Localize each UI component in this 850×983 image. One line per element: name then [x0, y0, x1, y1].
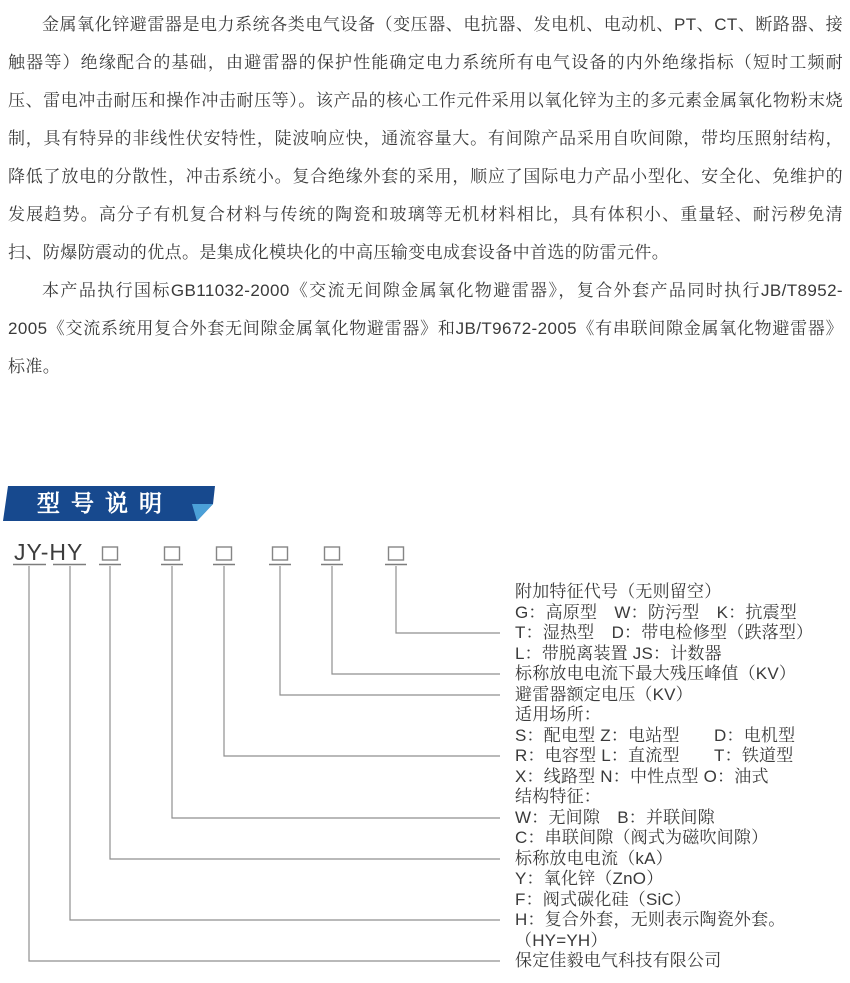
model-code-box-2	[165, 547, 180, 560]
label-rated-voltage: 避雷器额定电压（KV）	[515, 684, 693, 704]
connector-hy-element-housing	[70, 566, 500, 920]
label-company: 保定佳毅电气科技有限公司	[515, 951, 722, 970]
connector-box6-suffix-codes	[396, 566, 500, 633]
diagram-labels-column	[515, 582, 850, 972]
label-element-y: Y：氧化锌（ZnO）	[515, 869, 664, 888]
label-nominal-discharge-current: 标称放电电流（kA）	[515, 848, 673, 868]
label-application-line-xno: X：线路型 N：中性点型 O：油式	[515, 766, 769, 786]
model-code-diagram	[0, 540, 850, 983]
label-structure-title: 结构特征：	[515, 787, 601, 806]
connector-box3-application	[224, 566, 500, 756]
label-suffix-codes-line-t-d: T：湿热型 D：带电检修型（跌落型）	[515, 623, 814, 642]
label-suffix-codes-line-l-js: L：带脱离装置 JS：计数器	[515, 643, 722, 663]
connector-box4-rated-voltage	[280, 566, 500, 695]
label-structure-line-wb: W：无间隙 B：并联间隙	[515, 807, 715, 827]
label-suffix-codes-line-g-w-k: G：高原型 W：防污型 K：抗震型	[515, 602, 798, 622]
section-header-banner	[0, 484, 240, 524]
label-application-title: 适用场所：	[515, 705, 601, 724]
model-code-box-6	[389, 547, 404, 560]
model-code-box-4	[273, 547, 288, 560]
model-code-box-5	[325, 547, 340, 560]
section-title: 型号说明	[37, 490, 173, 516]
label-application-line-rlt: R：电容型 L：直流型 T：铁道型	[515, 746, 794, 765]
connector-jy-company	[29, 566, 500, 961]
model-code-box-1	[103, 547, 118, 560]
model-code-prefix: JY-HY	[14, 539, 84, 565]
label-structure-line-c: C：串联间隙（阀式为磁吹间隙）	[515, 828, 769, 847]
connector-box5-max-residual-voltage	[332, 566, 500, 674]
label-suffix-codes-title: 附加特征代号（无则留空）	[515, 582, 722, 601]
label-max-residual-voltage: 标称放电电流下最大残压峰值（KV）	[515, 664, 797, 683]
connector-box2-structure	[172, 566, 500, 818]
intro-paragraph-1: 金属氧化锌避雷器是电力系统各类电气设备（变压器、电抗器、发电机、电动机、PT、CT、断路器、接触器等）绝缘配合的基础，由避雷器的保护性能确定电力系统所有电气设备的内外绝缘指标（短时工频耐压、雷电冲击耐压和操作冲击耐压等）。该产品的核心工作元件采用以氧化锌为主的多元素金属氧化物粉末烧制，具有特异的非线性伏安特性，陡波响应快，通流容量大。有间隙产品采用自吹间隙，带均压照射结构，降低了放电的分散性，冲击系统小。复合绝缘外套的采用，顺应了国际电力产品小型化、安全化、免维护的发展趋势。高分子有机复合材料与传统的陶瓷和玻璃等无机材料相比，具有体积小、重量轻、耐污秽免清扫、防爆防震动的优点。是集成化模块化的中高压输变电成套设备中首选的防雷元件。	[8, 15, 843, 262]
label-housing-hy-yh: （HY=YH）	[515, 930, 608, 950]
label-application-line-szd: S：配电型 Z：电站型 D：电机型	[515, 725, 796, 745]
intro-paragraph-2: 本产品执行国标GB11032-2000《交流无间隙金属氧化物避雷器》，复合外套产品同时执行JB/T8952-2005《交流系统用复合外套无间隙金属氧化物避雷器》和JB/T9672-2005《有串联间隙金属氧化物避雷器》标准。	[8, 281, 843, 376]
connector-box1-discharge-current	[110, 566, 500, 859]
label-element-f: F：阀式碳化硅（SiC）	[515, 889, 692, 909]
label-housing-h: H：复合外套，无则表示陶瓷外套。	[515, 910, 786, 929]
model-code-box-3	[217, 547, 232, 560]
intro-text-block	[8, 6, 843, 386]
